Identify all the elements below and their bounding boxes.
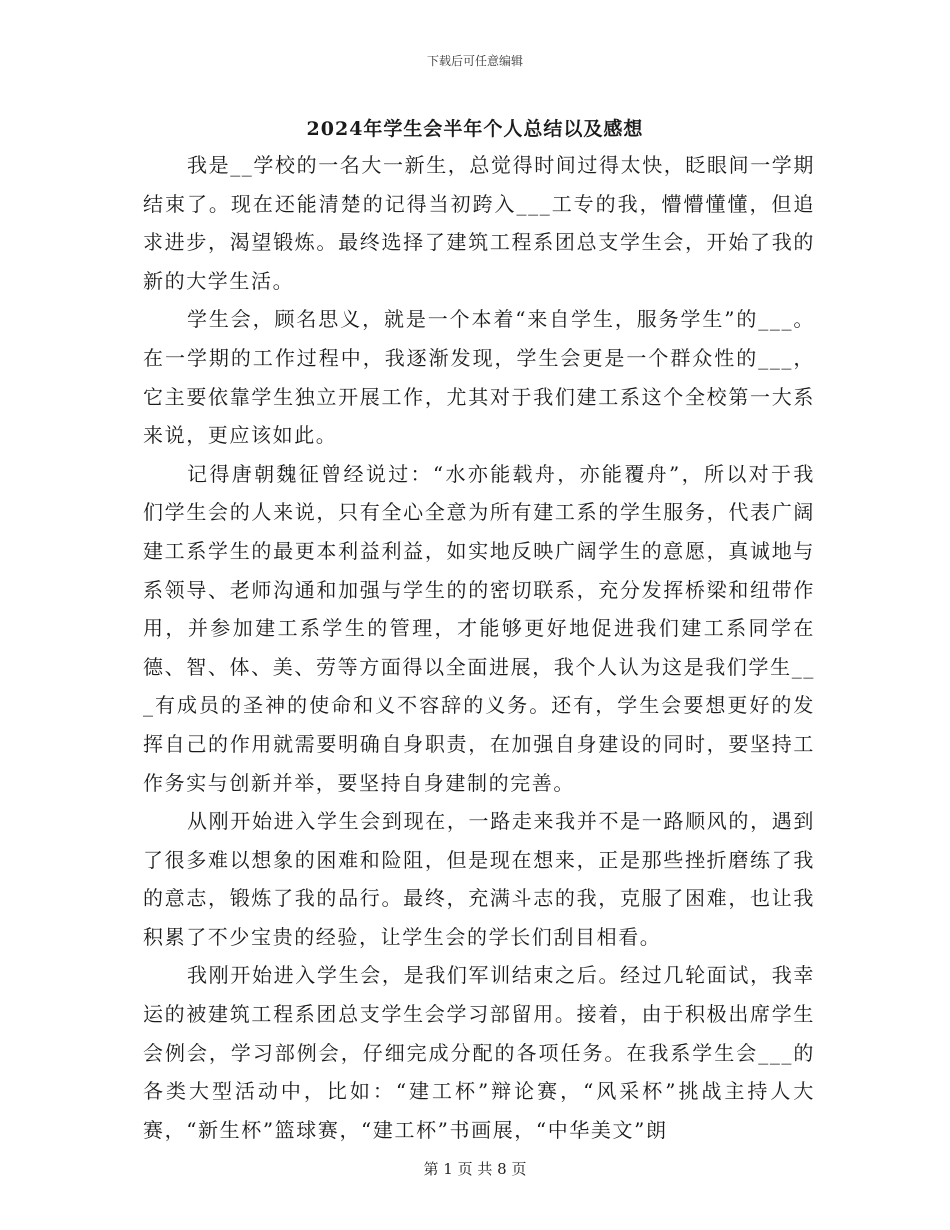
document-body [143, 146, 815, 1149]
paragraph: 我刚开始进入学生会，是我们军训结束之后。经过几轮面试，我幸运的被建筑工程系团总支学生会学习部留用。接着，由于积极出席学生会例会，学习部例会，仔细完成分配的各项任务。在我系学生会___的各类大型活动中，比如：“建工杯”辩论赛，“风采杯”挑战主持人大赛，“新生杯”篮球赛，“建工杯”书画展，“中华美文”朗 [143, 963, 815, 1142]
page-number: 第 1 页 共 8 页 [423, 1160, 527, 1178]
paragraph: 学生会，顾名思义，就是一个本着“来自学生，服务学生”的___。在一学期的工作过程中，我逐渐发现，学生会更是一个群众性的___，它主要依靠学生独立开展工作，尤其对于我们建工系这个全校第一大系来说，更应该如此。 [143, 307, 815, 448]
header-note: 下载后可任意编辑 [426, 54, 523, 68]
paragraph: 我是__学校的一名大一新生，总觉得时间过得太快，眨眼间一学期结束了。现在还能清楚的记得当初跨入___工专的我，懵懵懂懂，但追求进步，渴望锻炼。最终选择了建筑工程系团总支学生会，开始了我的新的大学生活。 [143, 153, 815, 293]
document-title: 2024年学生会半年个人总结以及感想 [306, 118, 644, 140]
paragraph: 从刚开始进入学生会到现在，一路走来我并不是一路顺风的，遇到了很多难以想象的困难和险阻，但是现在想来，正是那些挫折磨练了我的意志，锻炼了我的品行。最终，充满斗志的我，克服了困难，也让我积累了不少宝贵的经验，让学生会的学长们刮目相看。 [143, 809, 815, 949]
paragraph: 记得唐朝魏征曾经说过：“水亦能载舟，亦能覆舟”，所以对于我们学生会的人来说，只有全心全意为所有建工系的学生服务，代表广阔建工系学生的最更本利益利益，如实地反映广阔学生的意愿，真诚地与系领导、老师沟通和加强与学生的的密切联系，充分发挥桥梁和纽带作用，并参加建工系学生的管理，才能够更好地促进我们建工系同学在德、智、体、美、劳等方面得以全面进展，我个人认为这是我们学生___有成员的圣神的使命和义不容辞的义务。还有，学生会要想更好的发挥自己的作用就需要明确自身职责，在加强自身建设的同时，要坚持工作务实与创新并举，要坚持自身建制的完善。 [143, 461, 815, 795]
